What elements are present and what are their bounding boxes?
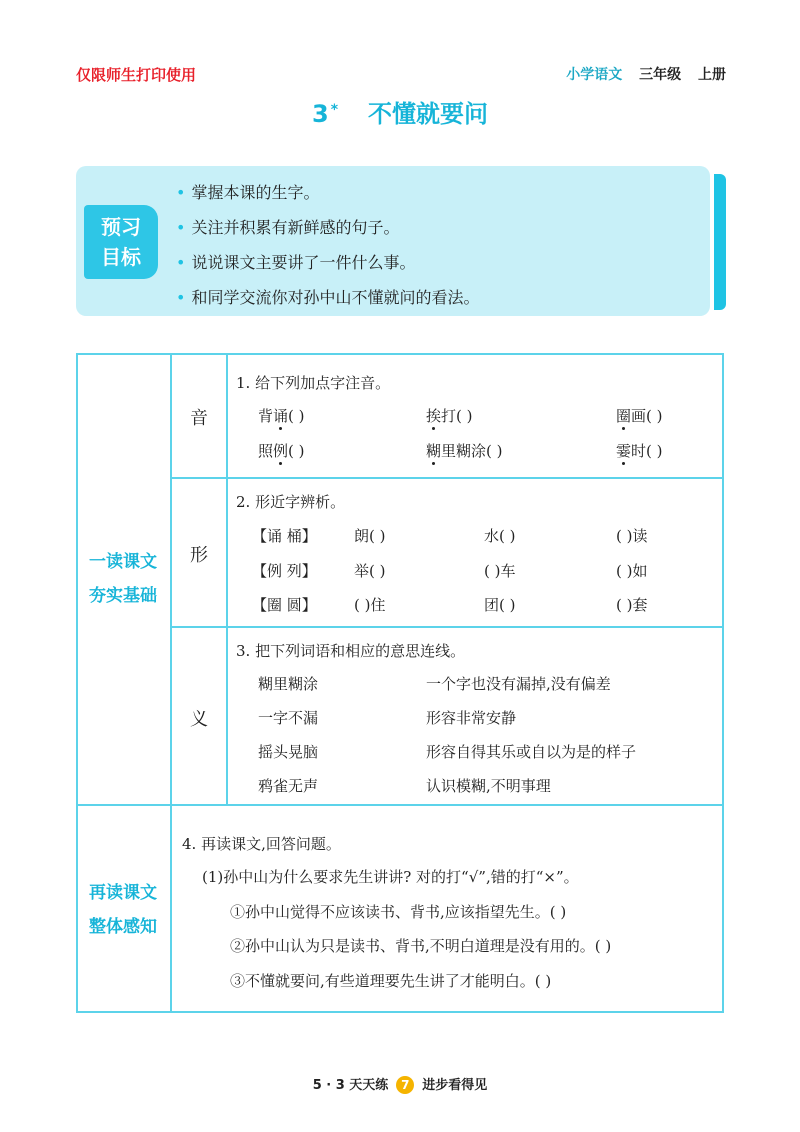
- char-blank: ( )车: [484, 562, 516, 580]
- page-number: 7: [396, 1076, 414, 1094]
- goal-item: • 和同学交流你对孙中山不懂就问的看法。: [176, 288, 480, 307]
- section1-label: 一读课文 夯实基础: [89, 552, 157, 606]
- bullet-icon: •: [176, 183, 186, 202]
- book-info: [566, 64, 726, 84]
- judge-item: ③不懂就要问,有些道理要先生讲了才能明白。( ): [230, 972, 552, 990]
- pinyin-item: 圈画( ): [616, 407, 663, 425]
- volume-label: 上册: [698, 67, 726, 83]
- pinyin-item: 照例( ): [258, 442, 305, 460]
- char-blank: ( )如: [616, 562, 648, 580]
- word-left: 一字不漏: [258, 709, 319, 727]
- lesson-title: 不懂就要问: [368, 100, 489, 128]
- grade-label: 三年级: [639, 67, 682, 83]
- char-blank: 团( ): [484, 596, 516, 614]
- meaning-right: 认识模糊,不明事理: [426, 777, 551, 795]
- goals-side-bar: [714, 174, 726, 310]
- goals-badge-line1: 预习: [101, 215, 141, 239]
- category-yi: 义: [190, 709, 208, 730]
- bullet-icon: •: [176, 253, 186, 272]
- question-4-sub: (1)孙中山为什么要求先生讲讲? 对的打“√”,错的打“×”。: [202, 868, 579, 886]
- pinyin-item: 糊里糊涂( ): [426, 442, 503, 460]
- char-pair: 【诵 桶】: [252, 527, 317, 545]
- char-blank: 举( ): [354, 562, 386, 580]
- meaning-right: 形容自得其乐或自以为是的样子: [426, 743, 637, 761]
- footer-brand: 5 · 3 天天练: [312, 1078, 389, 1093]
- meaning-right: 形容非常安静: [426, 709, 517, 727]
- char-pair: 【圈 圆】: [252, 596, 317, 614]
- question-2: 2. 形近字辨析。: [236, 493, 346, 511]
- page-footer: [0, 1074, 800, 1094]
- question-4: 4. 再读课文,回答问题。: [182, 835, 341, 853]
- char-blank: 朗( ): [354, 527, 386, 545]
- lesson-number: 3: [311, 100, 329, 128]
- bullet-icon: •: [176, 288, 186, 307]
- goals-badge-line2: 目标: [101, 245, 141, 269]
- goals-badge: [84, 205, 158, 279]
- meaning-right: 一个字也没有漏掉,没有偏差: [426, 675, 611, 693]
- char-blank: ( )套: [616, 596, 648, 614]
- char-pair: 【例 列】: [252, 562, 317, 580]
- print-notice: 仅限师生打印使用: [76, 66, 197, 84]
- page-title: [0, 94, 800, 129]
- pinyin-item: 霎时( ): [616, 442, 663, 460]
- char-blank: ( )读: [616, 527, 648, 545]
- char-blank: ( )住: [354, 596, 386, 614]
- bullet-icon: •: [176, 218, 186, 237]
- lesson-mark: *: [330, 102, 339, 118]
- question-1: 1. 给下列加点字注音。: [236, 374, 391, 392]
- category-yin: 音: [190, 408, 208, 429]
- question-3: 3. 把下列词语和相应的意思连线。: [236, 642, 466, 660]
- judge-item: ②孙中山认为只是读书、背书,不明白道理是没有用的。( ): [230, 937, 612, 955]
- word-left: 摇头晃脑: [258, 743, 319, 761]
- goal-item: • 掌握本课的生字。: [176, 183, 320, 202]
- section2-label: 再读课文 整体感知: [89, 883, 157, 937]
- word-left: 糊里糊涂: [258, 675, 319, 693]
- judge-item: ①孙中山觉得不应该读书、背书,应该指望先生。( ): [230, 903, 567, 921]
- footer-slogan: 进步看得见: [422, 1078, 488, 1093]
- pinyin-item: 背诵( ): [258, 407, 305, 425]
- word-left: 鸦雀无声: [258, 777, 319, 795]
- goal-item: • 关注并积累有新鲜感的句子。: [176, 218, 400, 237]
- char-blank: 水( ): [484, 527, 516, 545]
- subject-label: 小学语文: [566, 67, 623, 83]
- category-xing: 形: [190, 545, 208, 566]
- pinyin-item: 挨打( ): [426, 407, 473, 425]
- goal-item: • 说说课文主要讲了一件什么事。: [176, 253, 416, 272]
